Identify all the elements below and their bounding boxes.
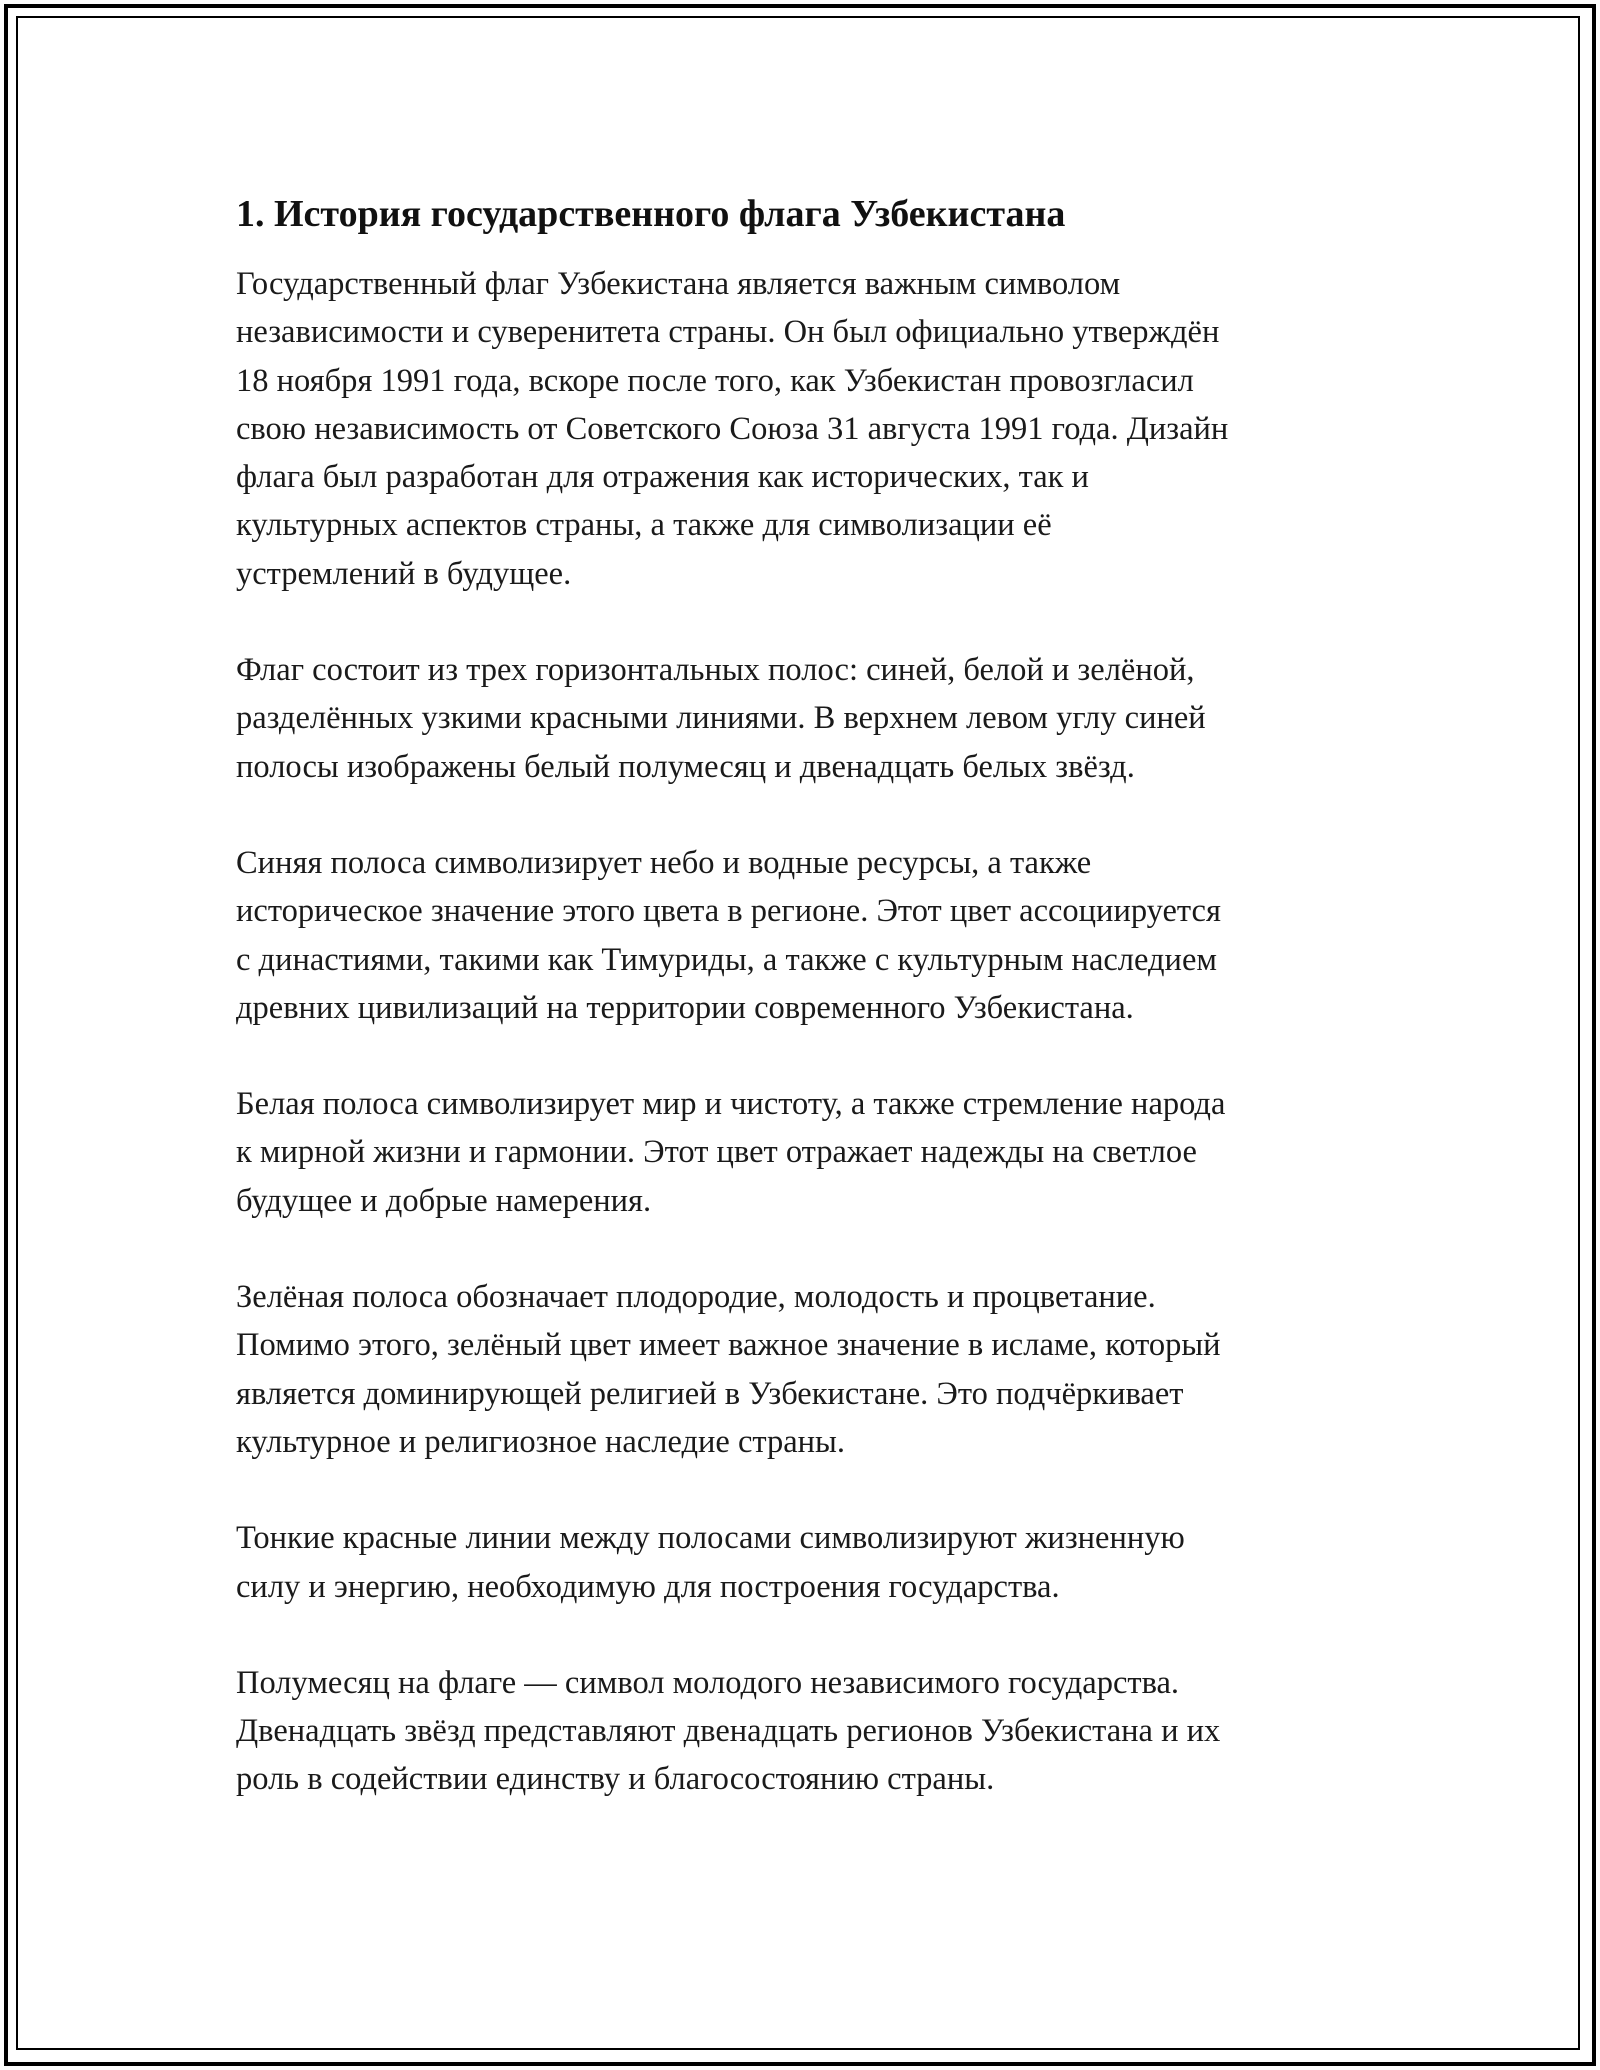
text-line: будущее и добрые намерения.	[236, 1182, 652, 1219]
paragraph	[236, 839, 1386, 1032]
text-line: Зелёная полоса обозначает плодородие, молодость и процветание.	[236, 1279, 1156, 1316]
paragraph	[236, 646, 1386, 791]
text-line: Государственный флаг Узбекистана является важным символом	[236, 266, 1121, 302]
text-line: Тонкие красные линии между полосами символизируют жизненную	[236, 1520, 1185, 1557]
paragraph	[236, 260, 1386, 598]
paragraph	[236, 1514, 1386, 1611]
text-line: полосы изображены белый полумесяц и двенадцать белых звёзд.	[236, 748, 1135, 785]
text-line: Синяя полоса символизирует небо и водные ресурсы, а также	[236, 844, 1092, 881]
text-line: Белая полоса символизирует мир и чистоту, а также стремление народа	[236, 1086, 1226, 1123]
text-line: историческое значение этого цвета в регионе. Этот цвет ассоциируется	[236, 893, 1221, 930]
text-line: культурных аспектов страны, а также для символизации её	[236, 507, 1052, 544]
document-body	[236, 186, 1386, 1852]
text-line: культурное и религиозное наследие страны.	[236, 1423, 846, 1460]
text-line: устремлений в будущее.	[236, 555, 572, 592]
text-line: независимости и суверенитета страны. Он был официально утверждён	[236, 314, 1220, 351]
text-line: Двенадцать звёзд представляют двенадцать регионов Узбекистана и их	[236, 1713, 1221, 1750]
paragraph	[236, 1080, 1386, 1225]
paragraph	[236, 1659, 1386, 1804]
paragraph	[236, 1273, 1386, 1466]
text-line: 18 ноября 1991 года, вскоре после того, как Узбекистан провозгласил	[236, 362, 1194, 399]
text-line: является доминирующей религией в Узбекистане. Это подчёркивает	[236, 1375, 1184, 1412]
text-line: Флаг состоит из трех горизонтальных полос: синей, белой и зелёной,	[236, 652, 1195, 689]
text-line: Полумесяц на флаге — символ молодого независимого государства.	[236, 1664, 1180, 1701]
text-line: с династиями, такими как Тимуриды, а также с культурным наследием	[236, 941, 1217, 978]
section-title: 1. История государственного флага Узбекистана	[236, 193, 1066, 235]
text-line: к мирной жизни и гармонии. Этот цвет отражает надежды на светлое	[236, 1134, 1197, 1171]
text-line: древних цивилизаций на территории современного Узбекистана.	[236, 989, 1134, 1026]
text-line: разделённых узкими красными линиями. В верхнем левом углу синей	[236, 700, 1206, 737]
text-line: Помимо этого, зелёный цвет имеет важное значение в исламе, который	[236, 1327, 1221, 1364]
text-line: свою независимость от Советского Союза 31 августа 1991 года. Дизайн	[236, 410, 1229, 447]
text-line: флага был разработан для отражения как исторических, так и	[236, 459, 1089, 496]
text-line: роль в содействии единству и благосостоянию страны.	[236, 1761, 995, 1798]
text-line: силу и энергию, необходимую для построения государства.	[236, 1568, 1060, 1605]
